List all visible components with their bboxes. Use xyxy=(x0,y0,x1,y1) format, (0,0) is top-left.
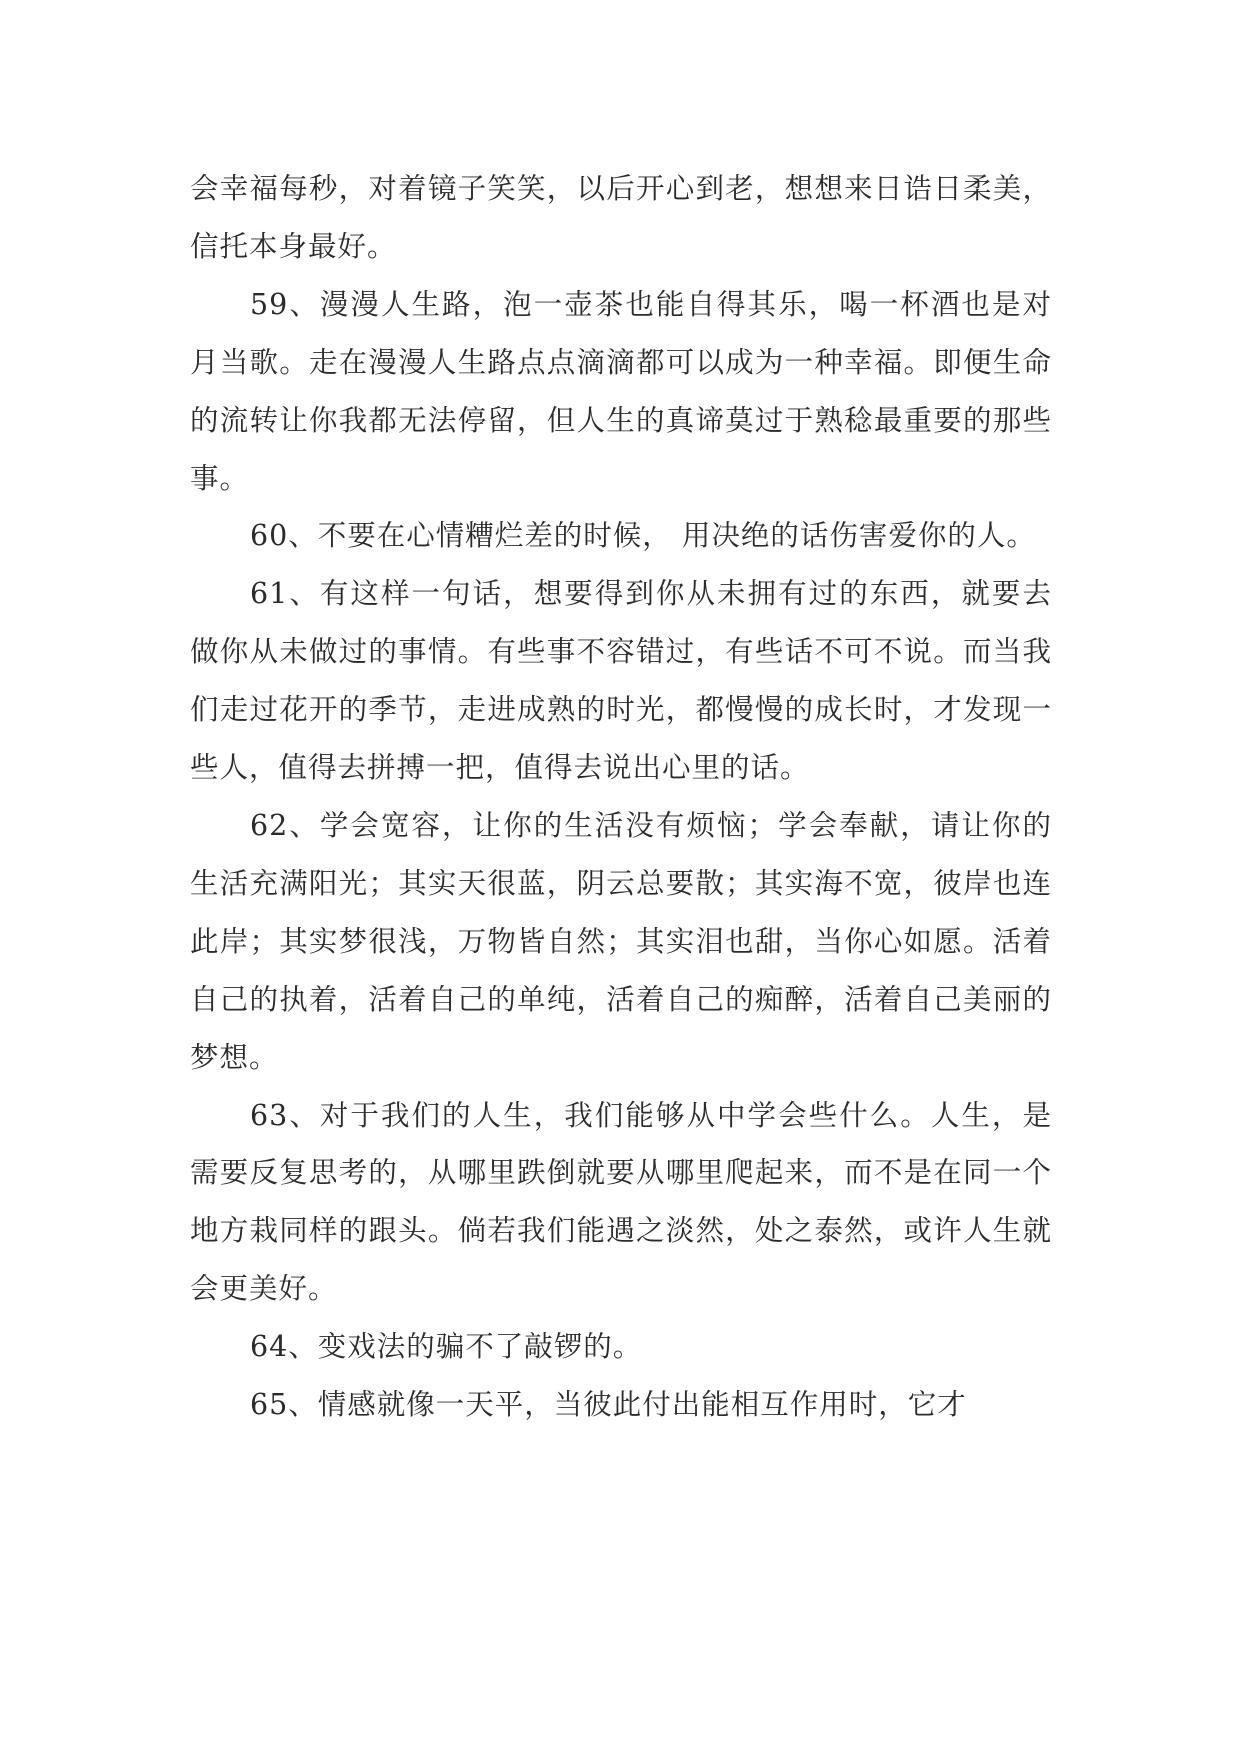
paragraph-60: 60、不要在心情糟烂差的时候， 用决绝的话伤害爱你的人。 xyxy=(250,519,1036,553)
paragraph-65: 65、情感就像一天平，当彼此付出能相互作用时，它才 xyxy=(250,1388,967,1422)
paragraph-62: 62、学会宽容，让你的生活没有烦恼；学会奉献，请让你的生活充满阳光；其实天很蓝，阴云总要散；其实海不宽，彼岸也连此岸；其实梦很浅，万物皆自然；其实泪也甜，当你心如愿。活着自己的执着，活着自己的单纯，活着自己的痴醉，活着自己美丽的梦想。 xyxy=(190,808,1052,1074)
paragraph-continued: 会幸福每秒，对着镜子笑笑，以后开心到老，想想来日诰日柔美，信托本身最好。 xyxy=(190,172,1052,263)
paragraph-59: 59、漫漫人生路，泡一壶茶也能自得其乐，喝一杯酒也是对月当歌。走在漫漫人生路点点滴滴都可以成为一种幸福。即便生命的流转让你我都无法停留，但人生的真谛莫过于熟稔最重要的那些事。 xyxy=(190,287,1052,495)
document-body xyxy=(190,160,1052,1434)
paragraph-61: 61、有这样一句话，想要得到你从未拥有过的东西，就要去做你从未做过的事情。有些事不容错过，有些话不可不说。而当我们走过花开的季节，走进成熟的时光，都慢慢的成长时，才发现一些人，值得去拼搏一把，值得去说出心里的话。 xyxy=(190,577,1052,785)
paragraph-64: 64、变戏法的骗不了敲锣的。 xyxy=(250,1330,643,1364)
paragraph-63: 63、对于我们的人生，我们能够从中学会些什么。人生，是需要反复思考的，从哪里跌倒就要从哪里爬起来，而不是在同一个地方栽同样的跟头。倘若我们能遇之淡然，处之泰然，或许人生就会更美好。 xyxy=(190,1098,1052,1306)
